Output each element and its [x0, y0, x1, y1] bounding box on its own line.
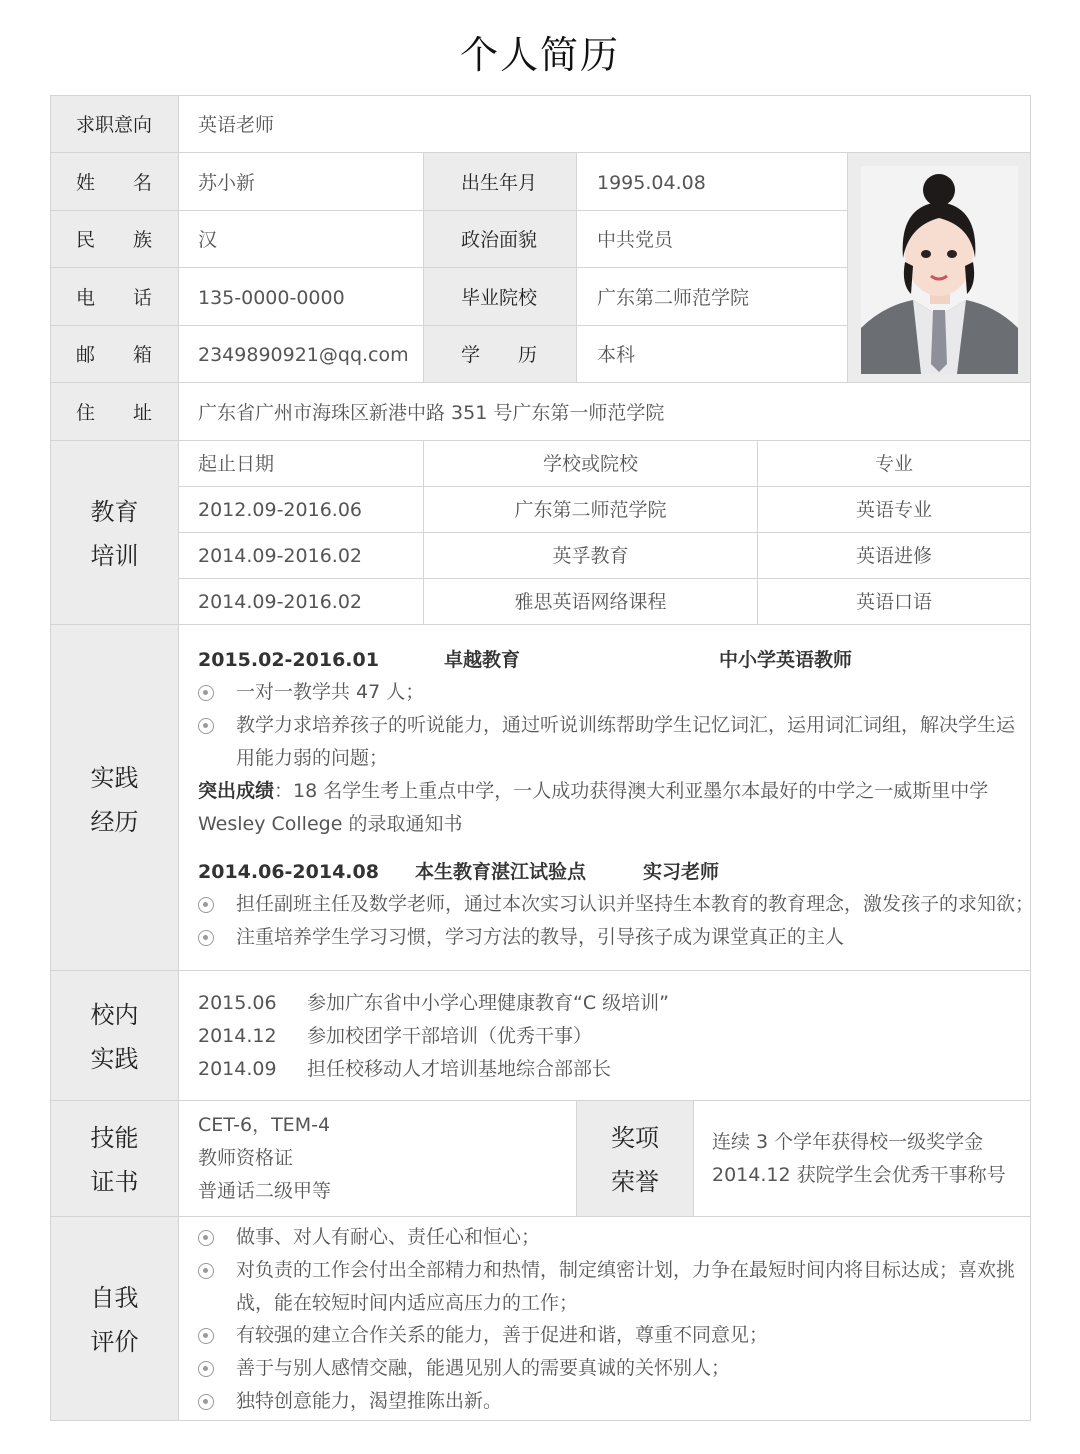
resume-title: 个人简历 — [459, 33, 620, 77]
bullet-icon — [198, 1328, 214, 1344]
label-phone-1: 电 — [76, 287, 96, 309]
label-awards-1: 奖项 — [611, 1124, 659, 1152]
label-phone-2: 话 — [133, 287, 153, 309]
label-politics: 政治面貌 — [461, 229, 538, 251]
label-divider — [178, 95, 179, 1421]
job2-date: 2014.06-2014.08 — [198, 861, 379, 883]
bullet-icon — [198, 685, 214, 701]
job1-bullet-2a: 教学力求培养孩子的听说能力，通过听说训练帮助学生记忆词汇，运用词汇词组，解决学生运 — [236, 714, 1016, 736]
label-address-2: 址 — [133, 402, 153, 424]
col-line — [693, 1100, 694, 1216]
job1-achievement-line1 — [198, 775, 988, 808]
edu-row-2-date: 2014.09-2016.02 — [198, 545, 362, 567]
label-school: 毕业院校 — [461, 287, 538, 309]
job2-role: 实习老师 — [643, 861, 720, 883]
label-ethnic-1: 民 — [76, 229, 96, 251]
bullet-icon — [198, 1394, 214, 1410]
label-practice-1: 实践 — [90, 764, 139, 792]
label-skills-2: 证书 — [90, 1168, 139, 1196]
row-line — [50, 440, 1031, 441]
self-1: 做事、对人有耐心、责任心和恒心； — [236, 1226, 541, 1248]
campus-2-date: 2014.12 — [198, 1025, 277, 1047]
self-4: 善于与别人感情交融，能遇见别人的需要真诚的关怀别人； — [236, 1357, 731, 1379]
phone-value: 135-0000-0000 — [198, 287, 345, 309]
job1-org: 卓越教育 — [444, 649, 521, 671]
border-right — [1030, 95, 1031, 1421]
job2-bullet-1: 担任副班主任及数学老师，通过本次实习认识并坚持生本教育的教育理念，激发孩子的求知欲； — [236, 893, 1035, 915]
job1-bullet-1: 一对一教学共 47 人； — [236, 681, 425, 703]
label-name-1: 姓 — [76, 172, 96, 194]
campus-3-date: 2014.09 — [198, 1058, 277, 1080]
birth-value: 1995.04.08 — [597, 172, 706, 194]
label-self-1: 自我 — [90, 1284, 139, 1312]
label-degree-1: 学 — [461, 344, 481, 366]
bullet-icon — [198, 718, 214, 734]
label-education — [51, 490, 178, 578]
label-campus-2: 实践 — [90, 1045, 139, 1073]
self-2a: 对负责的工作会付出全部精力和热情，制定缜密计划，力争在最短时间内将目标达成；喜欢挑 — [236, 1259, 1016, 1281]
award-1: 连续 3 个学年获得校一级奖学金 — [712, 1131, 984, 1153]
row-line — [50, 267, 847, 268]
bullet-icon — [198, 930, 214, 946]
label-self — [51, 1276, 178, 1364]
row-line — [50, 152, 1031, 153]
label-practice-2: 经历 — [90, 808, 139, 836]
row-line — [50, 1216, 1031, 1217]
row-line — [50, 970, 1031, 971]
label-name-2: 名 — [133, 172, 153, 194]
portrait-photo — [861, 166, 1018, 374]
row-line — [50, 624, 1031, 625]
row-line — [50, 210, 847, 211]
job1-role: 中小学英语教师 — [719, 649, 853, 671]
col-line — [847, 152, 848, 382]
achievement-label: 突出成绩 — [198, 780, 275, 802]
portrait-icon — [861, 166, 1018, 374]
edu-row-1-date: 2012.09-2016.06 — [198, 499, 362, 521]
campus-1-date: 2015.06 — [198, 992, 277, 1014]
skill-2: 教师资格证 — [198, 1147, 294, 1169]
col-line — [576, 152, 577, 382]
edu-row-3-school: 雅思英语网络课程 — [514, 591, 667, 613]
campus-1-text: 参加广东省中小学心理健康教育“C 级培训” — [307, 992, 669, 1014]
label-job: 求职意向 — [76, 114, 153, 136]
row-line — [50, 325, 847, 326]
row-line — [178, 578, 1031, 579]
label-email-2: 箱 — [133, 344, 153, 366]
edu-row-1-major: 英语专业 — [855, 499, 932, 521]
edu-header-major: 专业 — [874, 453, 913, 475]
label-self-2: 评价 — [90, 1328, 139, 1356]
achievement-text: ：18 名学生考上重点中学，一人成功获得澳大利亚墨尔本最好的中学之一威斯里中学 — [274, 780, 989, 802]
label-education-2: 培训 — [90, 542, 139, 570]
campus-2-text: 参加校团学干部培训（优秀干事） — [307, 1025, 593, 1047]
self-5: 独特创意能力，渴望推陈出新。 — [236, 1390, 503, 1412]
job2-bullet-2: 注重培养学生学习习惯，学习方法的教导，引导孩子成为课堂真正的主人 — [236, 926, 845, 948]
label-birth: 出生年月 — [461, 172, 538, 194]
border-bottom — [50, 1420, 1031, 1421]
row-line — [50, 1100, 1031, 1101]
degree-value: 本科 — [597, 344, 636, 366]
label-ethnic-2: 族 — [133, 229, 153, 251]
self-3: 有较强的建立合作关系的能力，善于促进和谐，尊重不同意见； — [236, 1324, 769, 1346]
row-line — [50, 382, 1031, 383]
job-value: 英语老师 — [198, 114, 275, 136]
job2-org: 本生教育湛江试验点 — [415, 861, 587, 883]
edu-row-3-date: 2014.09-2016.02 — [198, 591, 362, 613]
label-education-1: 教育 — [90, 498, 139, 526]
self-2b: 战，能在较短时间内适应高压力的工作； — [236, 1292, 579, 1314]
col-line — [423, 152, 424, 382]
edu-row-3-major: 英语口语 — [855, 591, 932, 613]
job1-date: 2015.02-2016.01 — [198, 649, 379, 671]
politics-value: 中共党员 — [597, 229, 674, 251]
label-address-1: 住 — [76, 402, 96, 424]
edu-row-2-major: 英语进修 — [855, 545, 932, 567]
edu-row-2-school: 英孚教育 — [552, 545, 629, 567]
address-value: 广东省广州市海珠区新港中路 351 号广东第一师范学院 — [198, 402, 665, 424]
skill-3: 普通话二级甲等 — [198, 1180, 332, 1202]
email-value: 2349890921@qq.com — [198, 344, 409, 366]
edu-header-date: 起止日期 — [198, 453, 275, 475]
label-awards — [577, 1116, 693, 1204]
edu-header-school: 学校或院校 — [542, 453, 638, 475]
campus-3-text: 担任校移动人才培训基地综合部部长 — [307, 1058, 612, 1080]
label-email-1: 邮 — [76, 344, 96, 366]
label-campus-1: 校内 — [90, 1001, 139, 1029]
row-line — [178, 486, 1031, 487]
award-2: 2014.12 获院学生会优秀干事称号 — [712, 1164, 1006, 1186]
label-campus — [51, 993, 178, 1081]
label-practice — [51, 756, 178, 844]
bullet-icon — [198, 1263, 214, 1279]
border-top — [50, 95, 1031, 96]
row-line — [178, 532, 1031, 533]
bullet-icon — [198, 1361, 214, 1377]
edu-row-1-school: 广东第二师范学院 — [514, 499, 667, 521]
label-degree-2: 历 — [518, 344, 538, 366]
school-value: 广东第二师范学院 — [597, 287, 750, 309]
ethnic-value: 汉 — [198, 229, 218, 251]
skill-1: CET-6，TEM-4 — [198, 1114, 331, 1136]
bullet-icon — [198, 1230, 214, 1246]
bullet-icon — [198, 897, 214, 913]
label-awards-2: 荣誉 — [611, 1168, 659, 1196]
job1-achievement-line2: Wesley College 的录取通知书 — [198, 813, 463, 835]
name-value: 苏小新 — [198, 172, 256, 194]
label-skills-1: 技能 — [90, 1124, 139, 1152]
job1-bullet-2b: 用能力弱的问题； — [236, 747, 389, 769]
label-skills — [51, 1116, 178, 1204]
